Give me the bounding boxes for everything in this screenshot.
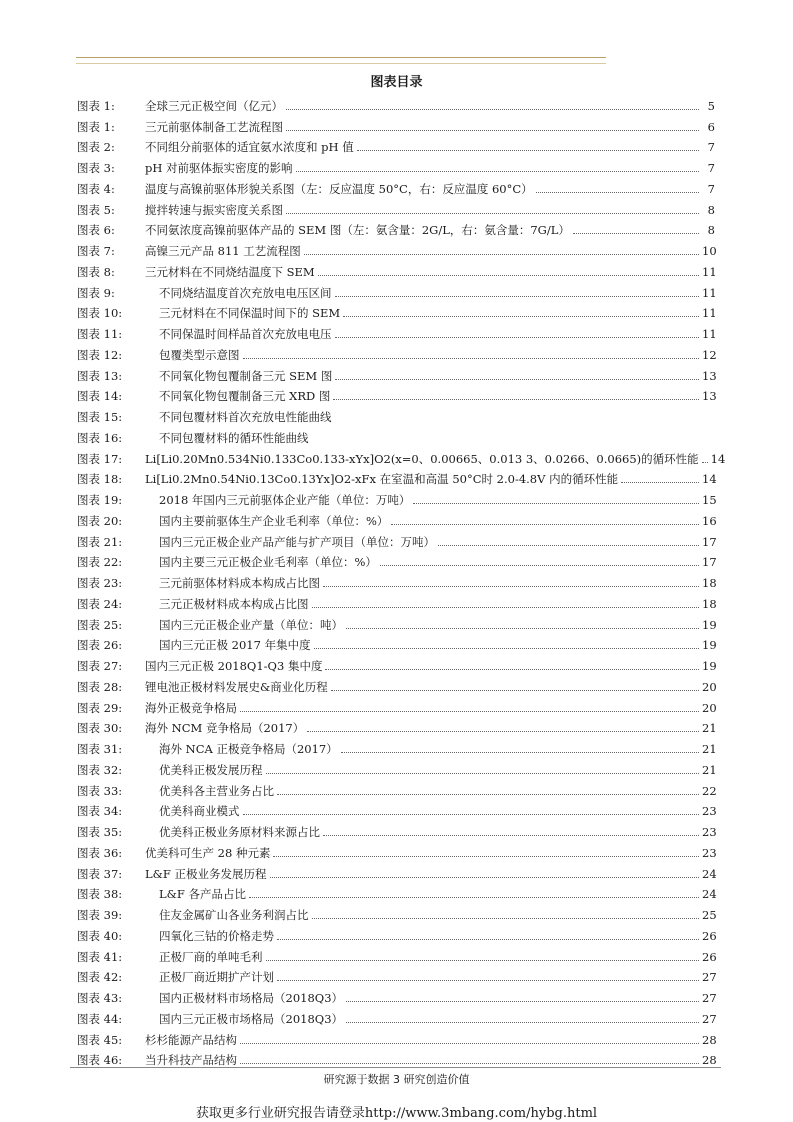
toc-leader-dots <box>243 814 700 815</box>
toc-entry-label: 图表 7: <box>77 244 115 258</box>
toc-entry-title: 国内主要三元正极企业毛利率（单位：%） <box>159 555 377 570</box>
toc-entry-page: 6 <box>707 119 715 134</box>
toc-entry-page: 14 <box>710 451 726 466</box>
toc-entry[interactable] <box>77 279 715 300</box>
toc-entry[interactable] <box>77 1005 715 1026</box>
toc-entry[interactable] <box>77 984 715 1005</box>
toc-entry[interactable] <box>77 611 715 632</box>
toc-entry-page: 28 <box>702 1032 717 1047</box>
toc-entry-page: 16 <box>702 513 717 528</box>
toc-entry-label: 图表 16: <box>77 430 123 445</box>
toc-entry-page: 24 <box>702 866 717 881</box>
toc-entry-title: 搅拌转速与振实密度关系图 <box>145 202 283 217</box>
toc-entry[interactable] <box>77 237 715 258</box>
toc-entry[interactable] <box>77 362 715 383</box>
toc-leader-dots <box>318 275 699 276</box>
toc-entry-title: L&F 正极业务发展历程 <box>145 866 267 881</box>
toc-entry-page: 17 <box>702 555 717 570</box>
toc-entry[interactable] <box>77 300 715 321</box>
toc-entry-title: L&F 各产品占比 <box>159 887 247 902</box>
toc-entry-label: 图表 5: <box>77 202 115 217</box>
toc-leader-dots <box>304 254 699 255</box>
toc-entry-label: 图表 19: <box>77 493 123 507</box>
toc-entry-page: 19 <box>702 638 717 653</box>
toc-entry-page: 13 <box>702 368 717 383</box>
toc-leader-dots <box>323 586 699 587</box>
toc-leader-dots <box>346 628 699 629</box>
toc-entry-title: 2018 年国内三元前驱体企业产能（单位：万吨） <box>159 493 411 507</box>
toc-leader-dots <box>296 171 699 172</box>
toc-leader-dots <box>307 731 699 732</box>
toc-entry-page: 18 <box>702 596 717 611</box>
toc-entry-label: 图表 38: <box>77 887 123 902</box>
toc-entry[interactable] <box>77 652 715 673</box>
toc-leader-dots <box>341 752 699 753</box>
toc-entry-title: 海外 NCM 竞争格局（2017） <box>145 721 305 736</box>
toc-leader-dots <box>343 316 699 317</box>
toc-entry[interactable] <box>77 735 715 756</box>
toc-leader-dots <box>286 213 699 214</box>
toc-entry-label: 图表 6: <box>77 223 115 238</box>
toc-entry-title: 正极厂商近期扩产计划 <box>159 970 274 985</box>
toc-leader-dots <box>286 109 699 110</box>
toc-entry[interactable] <box>77 549 715 570</box>
toc-entry-title: 国内三元正极市场格局（2018Q3） <box>159 1011 344 1026</box>
toc-entry[interactable] <box>77 569 715 590</box>
toc-entry-page: 28 <box>702 1053 717 1068</box>
toc-entry-label: 图表 4: <box>77 181 115 196</box>
toc-entry-page: 14 <box>702 472 717 487</box>
toc-entry-label: 图表 32: <box>77 762 123 777</box>
toc-entry-page: 7 <box>707 140 715 155</box>
toc-entry-label: 图表 13: <box>77 368 123 383</box>
toc-entry-title: Li[Li0.2Mn0.54Ni0.13Co0.13Yx]O2-xFx 在室温和高温 50°C时 2.0-4.8V 内的循环性能 <box>145 472 619 487</box>
toc-entry-label: 图表 29: <box>77 700 123 715</box>
toc-entry[interactable] <box>77 113 715 134</box>
toc-entry[interactable] <box>77 341 715 362</box>
toc-entry-label: 图表 42: <box>77 970 123 985</box>
toc-entry-page: 7 <box>707 161 715 175</box>
toc-entry-label: 图表 21: <box>77 534 123 549</box>
promo-link[interactable]: 获取更多行业研究报告请登录http://www.3mbang.com/hybg.html <box>195 1106 598 1121</box>
toc-entry-page: 8 <box>707 202 715 217</box>
toc-entry-title: 国内三元正极 2018Q1-Q3 集中度 <box>145 659 323 673</box>
toc-entry[interactable] <box>77 196 715 217</box>
toc-entry-title: 海外 NCA 正极竞争格局（2017） <box>159 742 338 756</box>
toc-leader-dots <box>277 980 699 981</box>
toc-entry-page: 24 <box>702 887 717 902</box>
toc-entry-title: 杉杉能源产品结构 <box>145 1032 237 1047</box>
toc-entry[interactable] <box>77 943 715 964</box>
toc-leader-dots <box>266 960 700 961</box>
toc-leader-dots <box>240 1063 699 1064</box>
toc-entry-label: 图表 1: <box>77 98 115 113</box>
toc-leader-dots <box>391 524 699 525</box>
toc-entry-title: pH 对前驱体振实密度的影响 <box>145 161 293 175</box>
toc-entry-label: 图表 9: <box>77 285 115 300</box>
toc-entry-title: 国内正极材料市场格局（2018Q3） <box>159 991 344 1005</box>
toc-leader-dots <box>240 711 699 712</box>
toc-entry[interactable] <box>77 922 715 943</box>
toc-leader-dots <box>413 503 699 504</box>
toc-entry[interactable] <box>77 1047 715 1068</box>
toc-entry-label: 图表 15: <box>77 410 123 424</box>
toc-entry-title: 不同包覆材料首次充放电性能曲线 <box>159 410 332 424</box>
footer-rule <box>70 1067 721 1068</box>
toc-entry[interactable] <box>77 258 715 279</box>
toc-entry-page: 22 <box>702 783 717 798</box>
toc-entry-title: 锂电池正极材料发展史&商业化历程 <box>145 679 328 694</box>
toc-entry-page: 19 <box>702 659 717 673</box>
toc-leader-dots <box>240 1043 699 1044</box>
toc-leader-dots <box>323 835 699 836</box>
toc-entry-label: 图表 14: <box>77 389 123 404</box>
toc-entry-title: 三元前驱体制备工艺流程图 <box>145 119 283 134</box>
toc-leader-dots <box>312 918 700 919</box>
toc-entry-page: 5 <box>707 98 715 113</box>
toc-entry-page: 26 <box>702 949 717 964</box>
toc-entry-title: 国内主要前驱体生产企业毛利率（单位：%） <box>159 513 389 528</box>
toc-leader-dots <box>286 130 699 131</box>
toc-entry-page: 11 <box>702 285 717 300</box>
toc-entry-label: 图表 23: <box>77 576 123 590</box>
toc-entry-label: 图表 43: <box>77 991 123 1005</box>
toc-entry-label: 图表 22: <box>77 555 123 570</box>
toc-entry[interactable] <box>77 818 715 839</box>
toc-entry[interactable] <box>77 694 715 715</box>
toc-entry-page: 26 <box>702 928 717 943</box>
toc-entry-page: 17 <box>702 534 717 549</box>
toc-entry-page: 21 <box>702 721 717 736</box>
toc-entry-label: 图表 31: <box>77 742 123 756</box>
toc-entry-label: 图表 46: <box>77 1053 123 1068</box>
toc-entry[interactable] <box>77 528 715 549</box>
toc-entry-label: 图表 26: <box>77 638 123 653</box>
toc-entry-label: 图表 41: <box>77 949 123 964</box>
toc-entry-label: 图表 33: <box>77 783 123 798</box>
toc-entry-title: 国内三元正极 2017 年集中度 <box>159 638 311 653</box>
toc-leader-dots <box>277 939 699 940</box>
toc-entry[interactable] <box>77 507 715 528</box>
toc-entry[interactable] <box>77 756 715 777</box>
toc-entry-label: 图表 8: <box>77 264 115 279</box>
toc-entry-label: 图表 24: <box>77 596 123 611</box>
toc-entry[interactable] <box>77 1026 715 1047</box>
toc-entry-label: 图表 17: <box>77 451 123 466</box>
toc-entry-title: 不同包覆材料的循环性能曲线 <box>159 430 309 445</box>
toc-leader-dots <box>335 296 700 297</box>
toc-entry[interactable] <box>77 320 715 341</box>
toc-entry-title: 优美科商业模式 <box>159 804 240 819</box>
toc-entry-title: 不同氧化物包覆制备三元 SEM 图 <box>159 368 333 383</box>
toc-entry[interactable] <box>77 590 715 611</box>
toc-entry[interactable] <box>77 715 715 736</box>
toc-leader-dots <box>621 482 699 483</box>
toc-entry-label: 图表 34: <box>77 804 123 819</box>
toc-entry-label: 图表 11: <box>77 327 123 341</box>
toc-leader-dots <box>277 794 699 795</box>
toc-entry-title: 优美科可生产 28 种元素 <box>145 845 271 860</box>
toc-entry[interactable] <box>77 673 715 694</box>
toc-leader-dots <box>273 856 699 857</box>
toc-entry-title: 不同氧化物包覆制备三元 XRD 图 <box>159 389 331 404</box>
toc-entry-title: 不同保温时间样品首次充放电电压 <box>159 327 332 341</box>
toc-entry-title: 包覆类型示意图 <box>159 347 240 362</box>
toc-entry-label: 图表 45: <box>77 1032 123 1047</box>
toc-leader-dots <box>335 337 700 338</box>
toc-entry-title: 全球三元正极空间（亿元） <box>145 98 283 113</box>
toc-entry-title: 优美科各主营业务占比 <box>159 783 274 798</box>
toc-leader-dots <box>380 565 699 566</box>
toc-leader-dots <box>312 607 700 608</box>
toc-title: 图表目录 <box>370 75 423 90</box>
toc-entry-title: 住友金属矿山各业务利润占比 <box>159 908 309 922</box>
toc-entry-title: 不同烧结温度首次充放电电压区间 <box>159 285 332 300</box>
toc-entry-title: 不同组分前驱体的适宜氨水浓度和 pH 值 <box>145 140 354 155</box>
toc-entry-label: 图表 12: <box>77 347 123 362</box>
toc-entry-label: 图表 40: <box>77 928 123 943</box>
toc-entry-label: 图表 44: <box>77 1011 123 1026</box>
toc-entry-page: 11 <box>702 327 717 341</box>
toc-entry-page: 8 <box>707 223 715 238</box>
toc-entry[interactable] <box>77 175 715 196</box>
toc-entry-label: 图表 10: <box>77 306 123 321</box>
toc-leader-dots <box>346 1001 699 1002</box>
toc-entry-label: 图表 35: <box>77 825 123 839</box>
toc-entry[interactable] <box>77 486 715 507</box>
toc-entry-label: 图表 3: <box>77 161 115 175</box>
footer-tagline: 研究源于数据 3 研究创造价值 <box>323 1073 470 1086</box>
toc-entry-page: 11 <box>702 264 717 279</box>
toc-entry-label: 图表 30: <box>77 721 123 736</box>
toc-entry-title: 不同氨浓度高镍前驱体产品的 SEM 图（左：氨含量：2G/L，右：氨含量：7G/L） <box>145 223 570 238</box>
header-rule-secondary <box>76 63 606 64</box>
toc-leader-dots <box>357 150 699 151</box>
toc-entry-page: 20 <box>702 679 717 694</box>
toc-entry-page: 7 <box>707 181 715 196</box>
toc-entry-label: 图表 36: <box>77 845 123 860</box>
toc-entry-label: 图表 27: <box>77 659 123 673</box>
toc-entry-label: 图表 25: <box>77 617 123 632</box>
toc-entry-page: 21 <box>702 742 717 756</box>
toc-entry-label: 图表 2: <box>77 140 115 155</box>
toc-entry-title: 三元正极材料成本构成占比图 <box>159 596 309 611</box>
toc-entry-page: 23 <box>702 825 717 839</box>
toc-leader-dots <box>243 358 700 359</box>
toc-entry-title: 高镍三元产品 811 工艺流程图 <box>145 244 301 258</box>
toc-entry-title: 国内三元正极企业产品产能与扩产项目（单位：万吨） <box>159 534 435 549</box>
toc-entry[interactable] <box>77 383 715 404</box>
toc-leader-dots <box>438 545 699 546</box>
toc-leader-dots <box>333 399 699 400</box>
toc-leader-dots <box>266 773 700 774</box>
toc-entry[interactable] <box>77 134 715 155</box>
toc-entry[interactable] <box>77 839 715 860</box>
toc-entry[interactable] <box>77 154 715 175</box>
toc-entry-label: 图表 20: <box>77 513 123 528</box>
toc-entry-page: 27 <box>702 1011 717 1026</box>
toc-entry-label: 图表 1: <box>77 119 115 134</box>
toc-entry[interactable] <box>77 777 715 798</box>
toc-entry[interactable] <box>77 424 715 445</box>
toc-entry[interactable] <box>77 466 715 487</box>
toc-entry-page: 12 <box>702 347 717 362</box>
toc-entry-page: 20 <box>702 700 717 715</box>
toc-leader-dots <box>331 690 699 691</box>
toc-entry[interactable] <box>77 881 715 902</box>
toc-entry[interactable] <box>77 92 715 113</box>
toc-leader-dots <box>270 877 699 878</box>
toc-entry-title: 正极厂商的单吨毛利 <box>159 949 263 964</box>
toc-leader-dots <box>536 192 699 193</box>
toc-entry-label: 图表 18: <box>77 472 123 487</box>
toc-entry[interactable] <box>77 901 715 922</box>
toc-entry-title: 三元材料在不同保温时间下的 SEM <box>159 306 341 321</box>
toc-entry-page: 18 <box>702 576 717 590</box>
toc-leader-dots <box>335 379 699 380</box>
toc-leader-dots <box>314 648 699 649</box>
toc-entry-title: 优美科正极业务原材料来源占比 <box>159 825 320 839</box>
toc-leader-dots <box>702 462 708 463</box>
toc-leader-dots <box>573 233 699 234</box>
toc-leader-dots <box>346 1022 699 1023</box>
toc-entry-title: 优美科正极发展历程 <box>159 762 263 777</box>
toc-entry-title: 海外正极竞争格局 <box>145 700 237 715</box>
toc-entry-title: 当升科技产品结构 <box>145 1053 237 1068</box>
toc-entry[interactable] <box>77 632 715 653</box>
toc-entry-page: 21 <box>702 762 717 777</box>
toc-entry-page: 27 <box>702 991 717 1005</box>
header-rule <box>76 57 606 58</box>
toc-entry-page: 27 <box>702 970 717 985</box>
toc-entry-title: 四氧化三钴的价格走势 <box>159 928 274 943</box>
toc-entry-page: 23 <box>702 845 717 860</box>
toc-entry[interactable] <box>77 964 715 985</box>
toc-entry-title: 三元前驱体材料成本构成占比图 <box>159 576 320 590</box>
toc-entry-page: 19 <box>702 617 717 632</box>
toc-entry[interactable] <box>77 798 715 819</box>
toc-entry-title: Li[Li0.20Mn0.534Ni0.133Co0.133-xYx]O2(x=0、0.00665、0.013 3、0.0266、0.0665)的循环性能 <box>145 451 699 466</box>
toc-entry-label: 图表 39: <box>77 908 123 922</box>
toc-entry-page: 23 <box>702 804 717 819</box>
toc-leader-dots <box>249 897 699 898</box>
toc-leader-dots <box>325 669 699 670</box>
toc-entry-page: 25 <box>702 908 717 922</box>
toc-list <box>77 92 726 1068</box>
toc-entry[interactable] <box>77 217 715 238</box>
toc-entry-title: 三元材料在不同烧结温度下 SEM <box>145 264 315 279</box>
toc-entry[interactable] <box>77 403 715 424</box>
toc-entry-label: 图表 37: <box>77 866 123 881</box>
toc-entry-title: 国内三元正极企业产量（单位：吨） <box>159 617 343 632</box>
toc-entry-page: 13 <box>702 389 717 404</box>
toc-entry-page: 15 <box>702 493 717 507</box>
toc-entry-label: 图表 28: <box>77 679 123 694</box>
toc-entry-page: 11 <box>702 306 717 321</box>
toc-entry[interactable] <box>77 445 726 466</box>
toc-entry-page: 10 <box>702 244 717 258</box>
toc-entry[interactable] <box>77 860 715 881</box>
toc-entry-title: 温度与高镍前驱体形貌关系图（左：反应温度 50°C，右：反应温度 60°C） <box>145 181 533 196</box>
